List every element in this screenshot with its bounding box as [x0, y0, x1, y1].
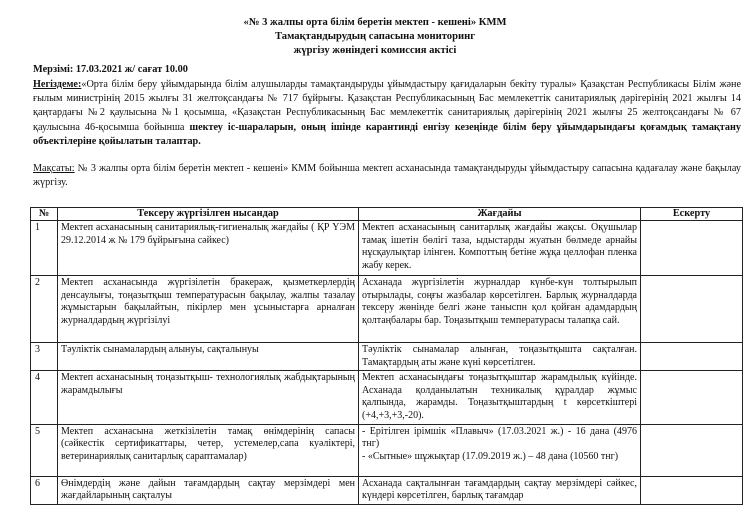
row-status-line: - «Сытные» шұжықтар (17.09.2019 ж.) – 48 дана (10560 тнг) [362, 450, 619, 462]
row-number: 3 [31, 343, 58, 371]
row-object: Тәуліктік сынамалардың алынуы, сақталынуы [58, 343, 359, 371]
purpose-label: Мақсаты: [33, 163, 75, 174]
header-note: Ескерту [641, 208, 743, 221]
row-status-line: - Ерітілген ірімшік «Плавыч» (17.03.2021 ж.) - 16 дана (4976 тнг) [362, 425, 637, 450]
row-number: 5 [31, 424, 58, 476]
monitoring-table [30, 207, 743, 505]
row-note [641, 371, 743, 424]
row-note [641, 221, 743, 276]
table-row [31, 276, 743, 343]
row-note [641, 276, 743, 343]
row-status [359, 424, 641, 476]
document-title-line1: «№ 3 жалпы орта білім беретін мектеп - кешені» КММ [243, 17, 507, 28]
row-status: Асханада жүргізілетін журналдар күнбе-күн толтырылып отырылады, соңғы жазбалар көрсетілген. Барлық журналдарда тексеру жөнінде белгі және таныспн қол қойған адамдардың қолтаңбалары бар. Тоңазытқыш температурасы талапқа сай. [359, 276, 641, 343]
row-number: 6 [31, 476, 58, 504]
row-note [641, 476, 743, 504]
row-object: Мектеп асханасының санитариялық-гигиеналық жағдайы ( ҚР ҮЭМ 29.12.2014 ж № 179 бұйрығына сәйкес) [58, 221, 359, 276]
row-status: Тәуліктік сынамалар алынған, тоңазытқышта сақталған. Тамақтардың аты және күні көрсетілген. [359, 343, 641, 371]
document-title-line3: жүргізу жөніндегі комиссия актісі [293, 45, 457, 56]
row-note [641, 424, 743, 476]
date-line: Мерзімі: 17.03.2021 ж/ сағат 10.00 [33, 64, 188, 75]
header-object: Тексеру жүргізілген нысандар [58, 208, 359, 221]
table-row [31, 221, 743, 276]
row-object: Мектеп асханасына жеткізілетін тамақ өнімдерінің сапасы (сәйкестік сертификаттары, четер, устемелер,сапа куәліктері, ветеринариялық санитарлық сараптамалар) [58, 424, 359, 476]
basis-text: «Орта білім беру ұйымдарында білім алушыларды тамақтандыруды ұйымдастыру қағидаларын бекіту туралы» Қазақстан Республикасы Білім және ғылым министрінің 2015 жылғы 31 желтоқсандағы № 717 бұйрығы. Қазақстан Республикасының Бас мемлекеттік санитариялық дәрігерінің 2021 жылғы 14 қаңтардағы №2 қаулысына №1 қосымша, «Қазақстан Республикасының Бас мемлекеттік санитариялық дәрігерінің 2021 жылғы 25 желтоқсандағы № 67 қаулысына 46-қосымша бойынша [33, 79, 741, 133]
document-title-line2: Тамақтандырудың сапасына мониторинг [274, 31, 476, 42]
row-status: Мектеп асханасының санитарлық жағдайы жақсы. Оқушылар тамақ ішетін бөлігі таза, ыдыстарды жуатын бөлмеде арнайы нұсқаулықтар ілінген. Компоттың бетіне жұқа целлофан пленка жабу керек. [359, 221, 641, 276]
row-note [641, 343, 743, 371]
table-row [31, 343, 743, 371]
table-row [31, 424, 743, 476]
header-number: № [31, 208, 58, 221]
row-object: Мектеп асханасының тоңазытқыш- технологиялық жабдықтарының жарамдылығы [58, 371, 359, 424]
header-status: Жағдайы [359, 208, 641, 221]
row-number: 1 [31, 221, 58, 276]
basis-label: Негіздеме: [33, 79, 82, 90]
table-row [31, 371, 743, 424]
row-object: Мектеп асханасында жүргізілетін бракераж, қызметкерлердің денсаулығы, тоңазытқыш температурасын бақылау, жалпы тазалау жұмыстарын бақылайтын, пікірлер мен ұсыныстарға арналған журналдардың жүргізілуі [58, 276, 359, 343]
table-row [31, 476, 743, 504]
purpose-paragraph [33, 162, 741, 190]
row-status: Асханада сақталынған тағамдардың сақтау мерзімдері сәйкес, күндері көрсетілген, барлық тағамдар [359, 476, 641, 504]
basis-bold-text: шектеу іс-шараларын, оның ішінде карантинді енгізу кезеңінде білім беру ұйымдарындағы қоғамдық тамақтану объектілеріне қойылатын талаптар. [33, 121, 741, 147]
basis-paragraph [33, 78, 741, 149]
purpose-text: № 3 жалпы орта білім беретін мектеп - кешені» КММ бойынша мектеп асханасында тамақтандыруды ұйымдастыру сапасына қадағалау және бақылау жүргізу. [33, 163, 741, 189]
row-object: Өнімдердің және дайын тағамдардың сақтау мерзімдері мен жағдайларының сақталуы [58, 476, 359, 504]
row-number: 2 [31, 276, 58, 343]
row-status: Мектеп асханасындағы тоңазытқыштар жарамдылық күйінде. Асханада қолданылатын техникалық құралдар жұмыс қалпында, жарамды. Тоңазытқыштардың t көрсеткіштері (+4,+3,+3,-20). [359, 371, 641, 424]
row-number: 4 [31, 371, 58, 424]
table-header-row [31, 208, 743, 221]
